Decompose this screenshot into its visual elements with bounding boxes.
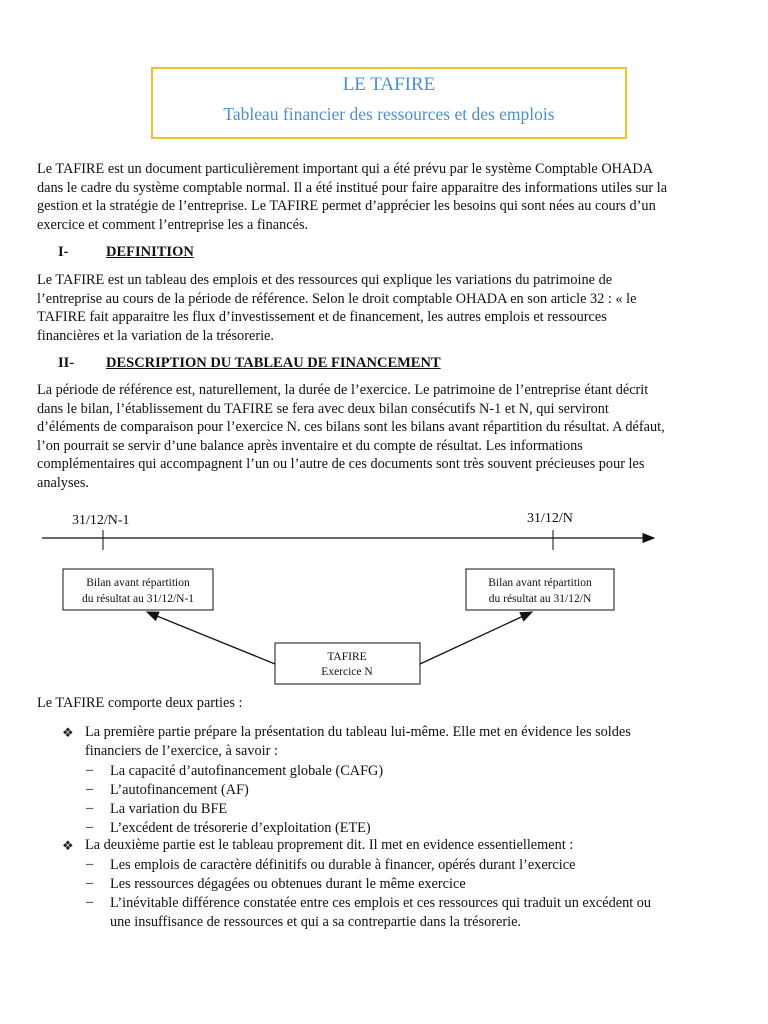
list-item: La capacité d’autofinancement globale (CAFG) — [110, 763, 384, 779]
text-line: l’entreprise au cours de la période de référence. Selon le droit comptable OHADA en son article 32 : « le — [37, 290, 637, 307]
text-line: Le TAFIRE est un document particulièrement important qui a été prévu par le système Comptable OHADA — [37, 161, 653, 177]
text-line: La période de référence est, naturellement, la durée de l’exercice. Le patrimoine de l’entreprise étant décrit — [37, 382, 649, 398]
text-line: dans le bilan, l’établissement du TAFIRE se fera avec deux bilan consécutifs N-1 et N, qui serviront — [37, 400, 609, 417]
dash-bullet: – — [86, 856, 94, 872]
section-heading-description — [58, 355, 441, 372]
date-label-left: 31/12/N-1 — [72, 513, 130, 528]
section-heading-definition — [58, 244, 194, 261]
section-number: II- — [58, 355, 75, 371]
text-line: La première partie prépare la présentation du tableau lui-même. Elle met en évidence les soldes — [85, 724, 631, 740]
text-line: d’éléments de comparaison pour l’exercice N. ces bilans sont les bilans avant répartition du résultat. A défaut, — [37, 419, 665, 435]
text-line: gestion et la stratégie de l’entreprise. Le TAFIRE permet d’apprécier les besoins qui sont nées au cours d’un — [37, 198, 656, 214]
box-bilan-n-line2: du résultat au 31/12/N — [488, 593, 592, 605]
page-subtitle: Tableau financier des ressources et des emplois — [223, 104, 555, 124]
box-bilan-n-1-line2: du résultat au 31/12/N-1 — [81, 593, 195, 605]
dash-bullet: – — [86, 819, 94, 835]
definition-paragraph — [37, 271, 737, 345]
text-line: financières et la variation de la trésorerie. — [37, 327, 274, 344]
section-number: I- — [58, 244, 69, 260]
list-item: Les ressources dégagées ou obtenues durant le même exercice — [110, 876, 466, 892]
list-item: L’autofinancement (AF) — [110, 782, 249, 798]
title-box — [151, 67, 627, 139]
text-line: TAFIRE fait apparaitre les flux d’investissement et de financement, les autres emplois et ressources — [37, 309, 607, 325]
text-line: analyses. — [37, 474, 90, 491]
list-item: L’excédent de trésorerie d’exploitation (ETE) — [110, 820, 371, 836]
text-line: une insuffisance de ressources et qui a sa contrepartie dans la trésorerie. — [110, 913, 522, 930]
dash-bullet: – — [86, 894, 94, 910]
section-title: DEFINITION — [106, 244, 194, 260]
list-item — [110, 894, 710, 931]
arrow-to-bilan-n-1 — [147, 612, 275, 664]
section-title: DESCRIPTION DU TABLEAU DE FINANCEMENT — [106, 355, 441, 371]
part1-paragraph — [85, 723, 685, 760]
timeline-diagram — [0, 500, 768, 690]
text-line: Le TAFIRE est un tableau des emplois et des ressources qui explique les variations du patrimoine de — [37, 272, 613, 288]
text-line: l’on pourrait se servir d’une balance après inventaire et du compte de résultat. Les informations — [37, 437, 583, 454]
text-line: financiers de l’exercice, à savoir : — [85, 742, 278, 759]
list-item: La variation du BFE — [110, 801, 228, 817]
part2-line: La deuxième partie est le tableau proprement dit. Il met en evidence essentiellement : — [85, 837, 574, 853]
bullet-diamond-icon: ❖ — [62, 725, 74, 740]
dash-bullet: – — [86, 762, 94, 778]
arrow-to-bilan-n — [420, 612, 532, 664]
date-label-right: 31/12/N — [527, 511, 573, 526]
text-line: complémentaires qui accompagnent l’un ou l’autre de ces documents sont très souvent précieuses pour les — [37, 456, 645, 472]
dash-bullet: – — [86, 800, 94, 816]
box-bilan-n-1-line1: Bilan avant répartition — [86, 577, 190, 589]
description-paragraph — [37, 381, 737, 492]
dash-bullet: – — [86, 875, 94, 891]
text-line: exercice et comment l’entreprise les a financés. — [37, 216, 309, 233]
intro-paragraph — [37, 160, 737, 234]
text-line: L’inévitable différence constatée entre ces emplois et ces ressources qui traduit un excédent ou — [110, 895, 652, 911]
list-item: Les emplois de caractère définitifs ou durable à financer, opérés durant l’exercice — [110, 857, 576, 873]
box-tafire-line1: TAFIRE — [327, 651, 367, 663]
parts-intro: Le TAFIRE comporte deux parties : — [37, 695, 243, 711]
text-line: dans le cadre du système comptable normal. Il a été institué pour faire apparaitre des informations utiles sur la — [37, 179, 668, 196]
box-bilan-n-line1: Bilan avant répartition — [488, 577, 592, 589]
dash-bullet: – — [86, 781, 94, 797]
page-title: LE TAFIRE — [342, 74, 436, 95]
bullet-diamond-icon: ❖ — [62, 838, 74, 853]
box-tafire-line2: Exercice N — [321, 666, 373, 678]
